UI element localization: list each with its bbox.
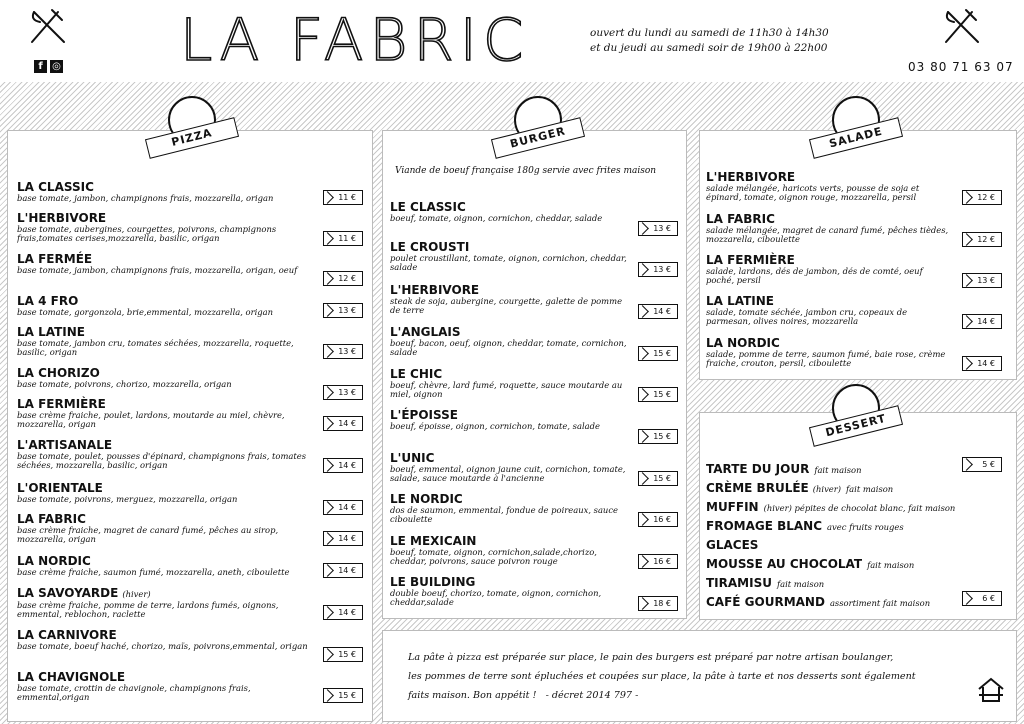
pizza-badge <box>142 96 242 166</box>
item-description: boeuf, bacon, oeuf, oignon, cheddar, tomate, cornichon, salade <box>390 339 627 357</box>
item-description: base tomate, poulet, pousses d'épinard, champignons frais, tomates séchées, mozzarella, basilic, origan <box>17 452 306 470</box>
item-name-text: LA SAVOYARDE <box>17 586 119 600</box>
item-description: base tomate, boeuf haché, chorizo, maïs, poivrons,emmental, origan <box>17 642 308 651</box>
item-name-text: LA FERMÉE <box>17 252 93 266</box>
price-tag: 15 € <box>323 647 363 662</box>
item-name <box>706 576 966 591</box>
item-description: poulet croustillant, tomate, oignon, cornichon, cheddar, salade <box>390 254 627 272</box>
price-tag: 15 € <box>638 429 678 444</box>
item-name <box>390 200 630 214</box>
pizza-item <box>17 628 322 651</box>
dessert-item <box>706 462 966 477</box>
facebook-icon[interactable]: f <box>34 60 47 73</box>
pizza-item <box>17 512 322 544</box>
item-name <box>17 481 322 495</box>
item-name <box>390 283 630 297</box>
item-name <box>390 240 630 254</box>
item-name-text: L'HERBIVORE <box>17 211 107 225</box>
price-tag: 13 € <box>323 385 363 400</box>
item-name <box>706 294 950 308</box>
item-description: base crème fraiche, pomme de terre, lardons fumés, oignons, emmental, reblochon, raclette <box>17 601 279 619</box>
burger-item <box>390 408 630 431</box>
item-description: base tomate, jambon, champignons frais, mozzarella, origan <box>17 194 274 203</box>
pizza-item <box>17 438 322 470</box>
burger-item <box>390 283 630 315</box>
item-description: steak de soja, aubergine, courgette, galette de pomme de terre <box>390 297 623 315</box>
item-description: base tomate, jambon, champignons frais, mozzarella, origan, oeuf <box>17 266 298 275</box>
dessert-badge <box>806 384 906 454</box>
pizza-item <box>17 397 322 429</box>
item-name-text: L'HERBIVORE <box>706 170 796 184</box>
item-name-text: LA FABRIC <box>706 212 775 226</box>
price-tag: 14 € <box>323 458 363 473</box>
price-tag: 18 € <box>638 596 678 611</box>
item-note: fait maison <box>776 579 825 589</box>
price-tag: 14 € <box>323 416 363 431</box>
burger-item <box>390 534 630 566</box>
item-name-text: LA LATINE <box>17 325 86 339</box>
price-tag: 12 € <box>962 190 1002 205</box>
burger-badge <box>488 96 588 166</box>
price-tag: 16 € <box>638 554 678 569</box>
dessert-item <box>706 481 966 496</box>
price-tag: 12 € <box>962 232 1002 247</box>
item-name-text: CAFÉ GOURMAND <box>706 595 825 609</box>
item-name-text: L'UNIC <box>390 451 435 465</box>
note-line-3 <box>408 686 968 705</box>
item-name-text: LE CLASSIC <box>390 200 466 214</box>
item-description: boeuf, chèvre, lard fumé, roquette, sauce moutarde au miel, oignon <box>390 381 623 399</box>
price-tag: 13 € <box>323 344 363 359</box>
item-note: assortiment fait maison <box>829 598 931 608</box>
item-description: base tomate, poivrons, chorizo, mozzarella, origan <box>17 380 232 389</box>
item-name <box>390 408 630 422</box>
item-note: fait maison <box>846 484 894 494</box>
item-name <box>17 586 322 601</box>
pizza-item <box>17 294 322 317</box>
item-name-text: TARTE DU JOUR <box>706 462 810 476</box>
item-name-text: LE BUILDING <box>390 575 476 589</box>
price-tag: 14 € <box>962 314 1002 329</box>
item-description: boeuf, emmental, oignon jaune cuit, cornichon, tomate, salade, sauce moutarde à l'ancienne <box>390 465 626 483</box>
item-name-text: L'HERBIVORE <box>390 283 480 297</box>
item-name-text: LA CHAVIGNOLE <box>17 670 126 684</box>
item-description: base tomate, poivrons, merguez, mozzarella, origan <box>17 495 238 504</box>
item-name-text: LA CHORIZO <box>17 366 100 380</box>
item-name-text: MUFFIN <box>706 500 759 514</box>
item-name <box>17 294 322 308</box>
page-title: LA FABRIC <box>180 6 530 74</box>
price-tag: 15 € <box>323 688 363 703</box>
pizza-item <box>17 180 322 203</box>
pizza-item <box>17 252 322 275</box>
hours-line-1: ouvert du lundi au samedi de 11h30 à 14h30 <box>590 27 829 39</box>
social-icons <box>34 60 63 73</box>
dessert-item <box>706 576 966 591</box>
item-description: boeuf, tomate, oignon, cornichon, cheddar, salade <box>390 214 603 223</box>
pizza-item <box>17 554 322 577</box>
item-name <box>390 325 630 339</box>
pizza-item <box>17 586 322 619</box>
pizza-item <box>17 670 322 702</box>
item-name-text: LA FERMIÈRE <box>17 397 106 411</box>
item-name <box>706 336 950 350</box>
item-name-text: GLACES <box>706 538 759 552</box>
dessert-item <box>706 595 966 610</box>
item-description: base crème fraiche, poulet, lardons, moutarde au miel, chèvre, mozzarella, origan <box>17 411 285 429</box>
burger-item <box>390 200 630 223</box>
item-description: boeuf, tomate, oignon, cornichon,salade,chorizo, cheddar, poivrons, sauce poivron rouge <box>390 548 597 566</box>
note-line-2: les pommes de terre sont épluchées et coupées sur place, la pâte à tarte et nos desserts sont également <box>408 671 916 682</box>
item-name-text: L'ORIENTALE <box>17 481 103 495</box>
burger-item <box>390 367 630 399</box>
salade-label: SALADE <box>809 117 903 159</box>
pizza-item <box>17 481 322 504</box>
home-icon <box>976 676 1006 704</box>
price-tag: 11 € <box>323 190 363 205</box>
price-tag: 13 € <box>638 221 678 236</box>
item-name <box>706 212 950 226</box>
price-tag: 15 € <box>638 471 678 486</box>
price-tag: 14 € <box>323 605 363 620</box>
item-name-text: LE MEXICAIN <box>390 534 477 548</box>
item-name <box>706 170 950 184</box>
price-tag: 15 € <box>638 387 678 402</box>
item-name <box>17 211 322 225</box>
dessert-item <box>706 500 966 515</box>
item-description: base crème fraiche, magret de canard fumé, pêches au sirop, mozzarella, origan <box>17 526 279 544</box>
item-description: salade, lardons, dés de jambon, dés de comté, oeuf poché, persil <box>706 267 923 285</box>
salade-item <box>706 294 950 326</box>
item-note: fait maison <box>867 560 915 570</box>
item-name-text: L'ÉPOISSE <box>390 408 458 422</box>
dessert-item <box>706 519 966 534</box>
dessert-label: DESSERT <box>809 405 903 447</box>
item-name-text: LE CROUSTI <box>390 240 470 254</box>
item-season: (hiver) <box>812 484 842 494</box>
item-name-text: LA NORDIC <box>17 554 91 568</box>
salade-item <box>706 336 950 368</box>
burger-item <box>390 451 630 483</box>
price-tag: 16 € <box>638 512 678 527</box>
item-name-text: LA CARNIVORE <box>17 628 117 642</box>
price-tag: 13 € <box>638 262 678 277</box>
item-name-text: LA CLASSIC <box>17 180 94 194</box>
pizza-item <box>17 325 322 357</box>
item-name-text: LA LATINE <box>706 294 775 308</box>
phone-number[interactable]: 03 80 71 63 07 <box>908 60 1014 74</box>
item-description: boeuf, époisse, oignon, cornichon, tomate, salade <box>390 422 600 431</box>
item-name <box>17 512 322 526</box>
item-name <box>17 325 322 339</box>
item-note: (hiver) pépites de chocolat blanc, fait maison <box>763 503 956 513</box>
item-description: salade, tomate séchée, jambon cru, copeaux de parmesan, olives noires, mozzarella <box>706 308 908 326</box>
price-tag: 14 € <box>962 356 1002 371</box>
burger-intro: Viande de boeuf française 180g servie avec frites maison <box>395 166 657 176</box>
item-note: fait maison <box>814 465 862 475</box>
burger-item <box>390 240 630 272</box>
opening-hours <box>590 26 829 56</box>
item-description: salade mélangée, magret de canard fumé, pêches tièdes, mozzarella, ciboulette <box>706 226 949 244</box>
item-name <box>706 481 966 496</box>
salade-item <box>706 170 950 202</box>
item-name <box>390 367 630 381</box>
item-name <box>706 595 966 610</box>
pizza-item <box>17 366 322 389</box>
instagram-icon[interactable]: ◎ <box>50 60 63 73</box>
item-name <box>706 557 966 572</box>
price-tag: 11 € <box>323 231 363 246</box>
item-name-text: LA 4 FRO <box>17 294 79 308</box>
item-season: (hiver) <box>122 589 151 599</box>
price-tag: 13 € <box>323 303 363 318</box>
pizza-label: PIZZA <box>145 117 239 159</box>
burger-item <box>390 575 630 607</box>
item-name-text: CRÈME BRULÉE <box>706 481 809 495</box>
item-description: base tomate, aubergines, courgettes, poivrons, champignons frais,tomates cerises,mozzarella, basilic, origan <box>17 225 277 243</box>
note-line-1: La pâte à pizza est préparée sur place, le pain des burgers est préparé par notre artisan boulanger, <box>408 652 894 663</box>
salade-item <box>706 253 950 285</box>
dessert-item <box>706 557 966 572</box>
price-tag: 15 € <box>638 346 678 361</box>
item-description: base tomate, crottin de chavignole, champignons frais, emmental,origan <box>17 684 251 702</box>
item-description: base tomate, jambon cru, tomates séchées, mozzarella, roquette, basilic, origan <box>17 339 294 357</box>
item-note: avec fruits rouges <box>827 522 904 532</box>
price-tag: 12 € <box>323 271 363 286</box>
item-name <box>17 438 322 452</box>
hours-line-2: et du jeudi au samedi soir de 19h00 à 22h00 <box>590 42 828 54</box>
item-name-text: LA FABRIC <box>17 512 86 526</box>
pizza-item <box>17 211 322 243</box>
cutlery-icon <box>942 6 982 46</box>
item-name <box>17 252 322 266</box>
item-name <box>706 519 966 534</box>
price-tag: 14 € <box>323 531 363 546</box>
item-name <box>706 538 966 552</box>
item-name <box>17 554 322 568</box>
item-description: dos de saumon, emmental, fondue de poireaux, sauce ciboulette <box>390 506 618 524</box>
item-name-text: LA NORDIC <box>706 336 780 350</box>
item-description: base crème fraiche, saumon fumé, mozzarella, aneth, ciboulette <box>17 568 290 577</box>
item-name <box>17 670 322 684</box>
price-tag: 5 € <box>962 457 1002 472</box>
item-name-text: LE NORDIC <box>390 492 463 506</box>
salade-item <box>706 212 950 244</box>
item-name <box>17 366 322 380</box>
burger-label: BURGER <box>491 117 585 159</box>
item-name-text: L'ARTISANALE <box>17 438 113 452</box>
price-tag: 14 € <box>323 563 363 578</box>
item-name <box>17 397 322 411</box>
item-name-text: MOUSSE AU CHOCOLAT <box>706 557 863 571</box>
item-description: base tomate, gorgonzola, brie,emmental, mozzarella, origan <box>17 308 274 317</box>
item-name-text: LA FERMIÈRE <box>706 253 795 267</box>
item-description: salade mélangée, haricots verts, pousse de soja et épinard, tomate, oignon rouge, mozzarella, persil <box>706 184 920 202</box>
item-name-text: TIRAMISU <box>706 576 772 590</box>
note-line-3-text: faits maison. Bon appétit ! <box>408 690 537 701</box>
item-name <box>17 628 322 642</box>
dessert-item <box>706 538 966 552</box>
decree-text: - décret 2014 797 - <box>545 690 639 701</box>
burger-item <box>390 492 630 524</box>
item-name <box>706 500 966 515</box>
item-name-text: L'ANGLAIS <box>390 325 461 339</box>
footer-note <box>408 648 968 705</box>
cutlery-icon <box>28 6 68 46</box>
price-tag: 13 € <box>962 273 1002 288</box>
item-name <box>17 180 322 194</box>
item-name <box>390 451 630 465</box>
item-description: double boeuf, chorizo, tomate, oignon, cornichon, cheddar,salade <box>390 589 602 607</box>
price-tag: 14 € <box>638 304 678 319</box>
burger-item <box>390 325 630 357</box>
item-description: salade, pomme de terre, saumon fumé, baie rose, crème fraiche, crouton, persil, ciboulette <box>706 350 946 368</box>
item-name <box>706 462 966 477</box>
item-name <box>706 253 950 267</box>
item-name <box>390 575 630 589</box>
salade-badge <box>806 96 906 166</box>
item-name-text: LE CHIC <box>390 367 443 381</box>
item-name-text: FROMAGE BLANC <box>706 519 823 533</box>
item-name <box>390 492 630 506</box>
price-tag: 14 € <box>323 500 363 515</box>
header <box>0 0 1024 82</box>
item-name <box>390 534 630 548</box>
price-tag: 6 € <box>962 591 1002 606</box>
